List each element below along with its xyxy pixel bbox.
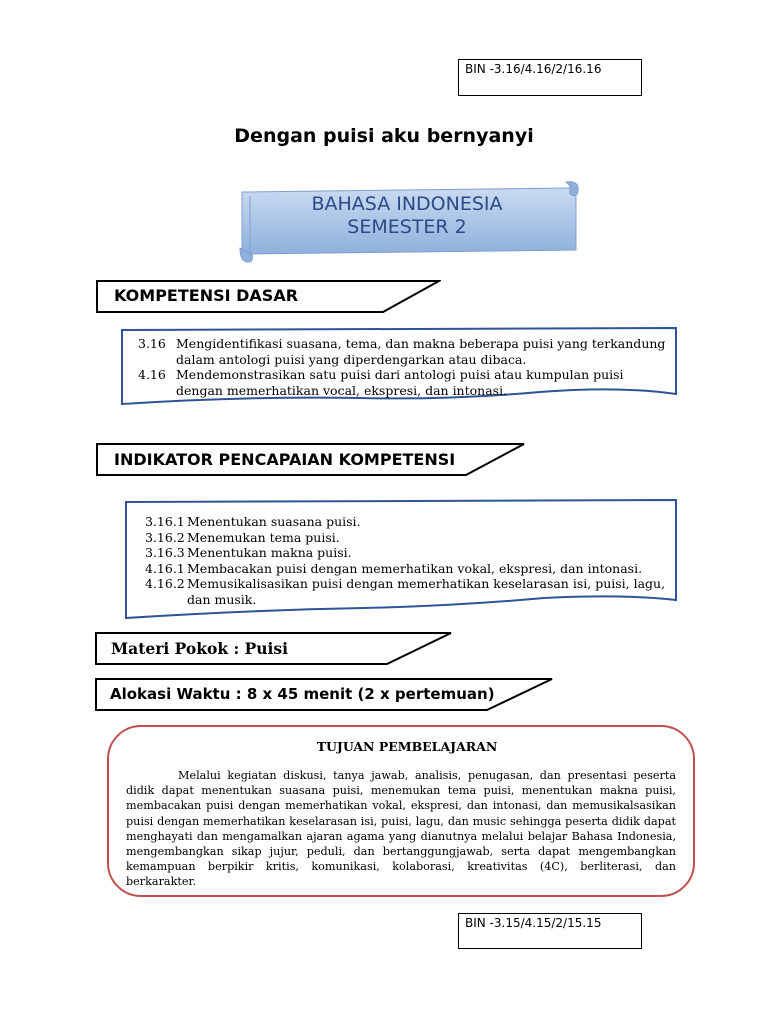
list-item-number: 3.16.1 [145,514,185,529]
page-title: Dengan puisi aku bernyanyi [234,125,534,147]
list-item-number: 4.16.2 [145,576,185,591]
list-item-number: 3.16.2 [145,529,185,545]
list-item-number: 3.16.3 [145,545,185,560]
list-item [145,514,670,530]
list-item-number: 4.16.1 [145,560,185,576]
tujuan-heading: TUJUAN PEMBELAJARAN [316,739,498,754]
list-item-text: Menemukan tema puisi. [187,529,340,545]
banner-line-1: BAHASA INDONESIA [311,193,503,215]
list-item-text: Memusikalisasikan puisi dengan memerhatikan keselarasan isi, puisi, lagu, dan musik. [187,576,666,607]
materi-pokok: Materi Pokok : Puisi [111,639,289,658]
list-item [145,576,670,607]
document-code-bottom: BIN -3.15/4.15/2/15.15 [458,913,642,949]
banner-line-2: SEMESTER 2 [347,216,467,238]
list-item [145,530,670,546]
document-code-top: BIN -3.16/4.16/2/16.16 [458,59,642,96]
list-item [145,545,670,561]
indikator-heading: INDIKATOR PENCAPAIAN KOMPETENSI [114,450,456,469]
list-item-text: Mengidentifikasi suasana, tema, dan makna beberapa puisi yang terkandung dalam antologi puisi yang diperdengarkan atau dibaca. [176,336,666,367]
list-item-text: Membacakan puisi dengan memerhatikan vokal, ekspresi, dan intonasi. [187,560,643,576]
list-item [145,561,670,577]
banner-text [252,193,562,239]
list-item [138,367,668,398]
kompetensi-dasar-list [138,336,668,398]
alokasi-waktu: Alokasi Waktu : 8 x 45 menit (2 x pertemuan) [110,685,495,703]
list-item [138,336,668,367]
indikator-list [145,514,670,607]
kompetensi-dasar-heading: KOMPETENSI DASAR [114,286,299,305]
list-item-text: Menentukan suasana puisi. [187,514,361,529]
list-item-number: 3.16 [138,336,166,351]
list-item-text: Mendemonstrasikan satu puisi dari antologi puisi atau kumpulan puisi dengan memerhatikan vocal, ekspresi, dan intonasi. [176,367,624,398]
tujuan-body: Melalui kegiatan diskusi, tanya jawab, analisis, penugasan, dan presentasi peserta didik dapat menentukan suasana puisi, menemukan tema puisi, menentukan makna puisi, membacakan puisi dengan memerhatikan vokal, ekspresi, dan intonasi, dan memusikalsasikan puisi dengan memerhatikan keselarasan isi, puisi, lagu, dan music sehingga peserta didik dapat menghayati dan mengamalkan ajaran agama yang dianutnya melalui belajar Bahasa Indonesia, mengembangkan sikap jujur, peduli, dan bertanggungjawab, serta dapat mengembangkan kemampuan berpikir kritis, komunikasi, kolaborasi, kreativitas (4C), berliterasi, dan berkarakter. [126,769,676,889]
list-item-number: 4.16 [138,367,166,382]
list-item-text: Menentukan makna puisi. [187,545,352,560]
